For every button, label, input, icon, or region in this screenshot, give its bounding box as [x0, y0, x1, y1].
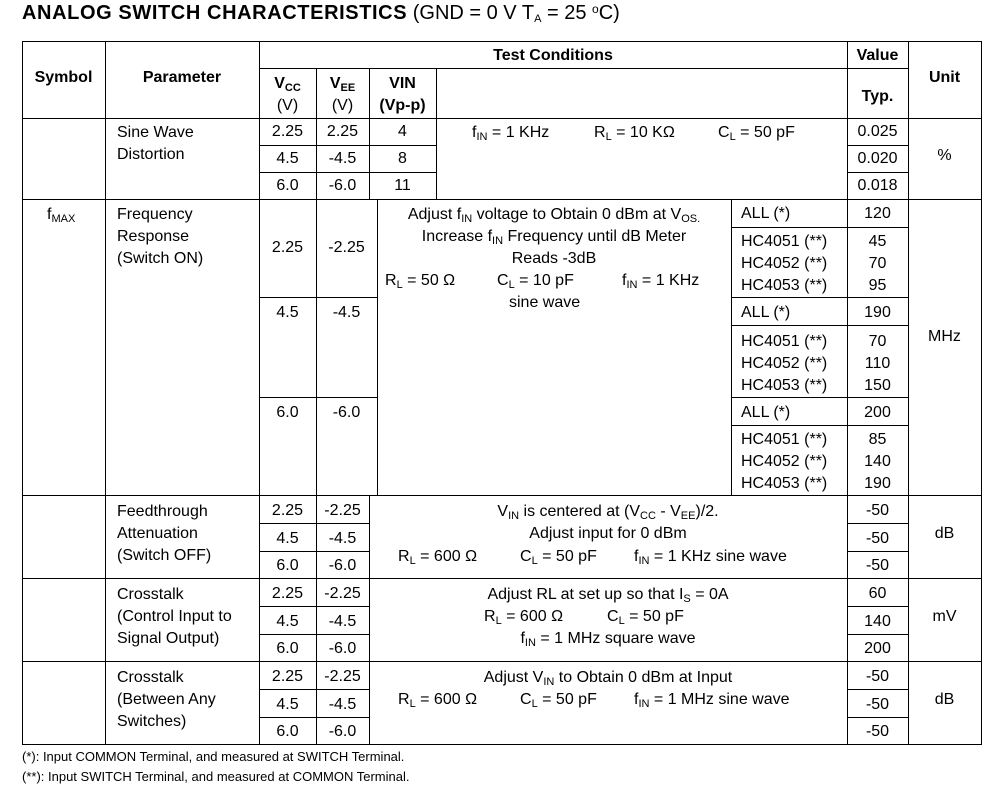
freq-param-line2: Response — [117, 228, 190, 245]
freq-vee: -6.0 — [332, 404, 361, 421]
freq-unit: MHz — [928, 328, 961, 345]
freq-typ: 110 — [864, 355, 891, 372]
cross2-vee: -6.0 — [328, 723, 357, 740]
cross1-condition-line3: $f_{IN} = 1$ MHz square wave — [520, 630, 696, 649]
footnote-single-asterisk: (*): Input COMMON Terminal, and measured at SWITCH Terminal. — [22, 749, 405, 764]
sine-param-line1: Sine Wave — [117, 124, 194, 141]
cross1-param-line2: (Control Input to — [117, 608, 232, 625]
freq-device: HC4052 (**) — [741, 453, 828, 470]
cross1-vee: -6.0 — [328, 640, 357, 657]
freq-condition-line5: sine wave — [509, 294, 581, 311]
freq-condition-line3: Reads -3dB — [511, 250, 597, 267]
cross2-vcc: 4.5 — [276, 696, 299, 713]
freq-param-line1: Frequency — [117, 206, 193, 223]
freq-device: HC4052 (**) — [741, 355, 828, 372]
cross2-vcc: 2.25 — [271, 668, 304, 685]
sine-param-line2: Distortion — [117, 146, 185, 163]
cross1-vee: -4.5 — [328, 613, 357, 630]
freq-param-line3: (Switch ON) — [117, 250, 204, 267]
feed-condition-fin: $f_{IN} = 1$ KHz sine wave — [634, 548, 787, 567]
cross1-vcc: 4.5 — [276, 613, 299, 630]
header-value: Value — [856, 47, 899, 64]
sine-typ: 0.018 — [857, 177, 898, 194]
freq-typ: 85 — [868, 431, 887, 448]
header-symbol: Symbol — [34, 69, 93, 86]
freq-device: HC4051 (**) — [741, 431, 828, 448]
sine-vee: -6.0 — [328, 177, 357, 194]
feed-vee: -4.5 — [328, 530, 357, 547]
freq-typ: 190 — [864, 475, 891, 492]
cross1-typ: 200 — [864, 640, 891, 657]
cross2-condition-cl: $C_L = 50$ pF — [520, 691, 597, 710]
freq-typ: 150 — [864, 377, 891, 394]
cross2-condition-line1: Adjust $V_{IN}$ to Obtain 0 dBm at Input — [483, 669, 733, 688]
freq-typ: 200 — [864, 404, 891, 421]
cross1-vcc: 2.25 — [271, 585, 304, 602]
freq-device: HC4052 (**) — [741, 255, 828, 272]
feed-vcc: 6.0 — [276, 557, 299, 574]
header-test-conditions: Test Conditions — [493, 47, 613, 64]
cross2-param-line1: Crosstalk — [117, 669, 184, 686]
freq-device: HC4053 (**) — [741, 475, 828, 492]
cross2-param-line2: (Between Any — [117, 691, 216, 708]
freq-condition-rl: $R_L = 50$ Ω — [385, 272, 456, 291]
sine-typ: 0.025 — [857, 123, 898, 140]
freq-condition-line1: Adjust $f_{IN}$ voltage to Obtain 0 dBm at $V_{OS.}$ — [407, 206, 701, 225]
cross1-vcc: 6.0 — [276, 640, 299, 657]
sine-condition-fin: $f_{IN} = 1$ KHz — [472, 124, 550, 143]
feed-typ: -50 — [865, 530, 890, 547]
cross1-typ: 140 — [864, 613, 891, 630]
cross1-unit: mV — [932, 608, 957, 625]
header-vin-unit: (Vp-p) — [379, 97, 426, 114]
sine-vee: 2.25 — [326, 123, 359, 140]
feed-vee: -6.0 — [328, 557, 357, 574]
sine-vcc: 2.25 — [271, 123, 304, 140]
header-unit: Unit — [928, 69, 961, 86]
freq-device: HC4051 (**) — [741, 233, 828, 250]
sine-vin: 4 — [398, 123, 407, 140]
freq-vcc: 6.0 — [276, 404, 299, 421]
cross2-unit: dB — [934, 691, 955, 708]
feed-param-line3: (Switch OFF) — [117, 547, 212, 564]
feed-typ: -50 — [865, 557, 890, 574]
feed-condition-line1: $V_{IN}$ is centered at $(V_{CC} - V_{EE})/2$. — [497, 503, 719, 522]
freq-vcc: 2.25 — [271, 239, 304, 256]
sine-typ: 0.020 — [857, 150, 898, 167]
sine-vin: 11 — [394, 177, 411, 194]
freq-condition-fin: $f_{IN} = 1$ KHz — [622, 272, 700, 291]
freq-typ: 120 — [864, 205, 891, 222]
feed-typ: -50 — [865, 502, 890, 519]
freq-device: HC4053 (**) — [741, 277, 828, 294]
freq-device-all: ALL (*) — [741, 404, 791, 421]
feed-condition-line2: Adjust input for 0 dBm — [529, 525, 687, 542]
freq-typ: 140 — [864, 453, 891, 470]
header-vin: VIN — [389, 75, 416, 92]
header-vee-unit: (V) — [331, 97, 354, 114]
cross2-param-line3: Switches) — [117, 713, 187, 730]
cross1-typ: 60 — [868, 585, 887, 602]
cross2-vee: -4.5 — [328, 696, 357, 713]
cross1-param-line3: Signal Output) — [117, 630, 220, 647]
cross1-vee: -2.25 — [324, 585, 361, 602]
freq-symbol: $f_{MAX}$ — [47, 206, 76, 225]
freq-vee: -4.5 — [332, 304, 361, 321]
header-vcc: $V_{CC}$ — [274, 75, 301, 94]
page-title: ANALOG SWITCH CHARACTERISTICS (GND = 0 V $T_A = 25$ $^o$C) — [22, 2, 620, 25]
freq-device: HC4051 (**) — [741, 333, 828, 350]
freq-device-all: ALL (*) — [741, 205, 791, 222]
freq-condition-cl: $C_L = 10$ pF — [497, 272, 574, 291]
header-typ: Typ. — [861, 88, 894, 105]
cross2-typ: -50 — [865, 668, 890, 685]
sine-vee: -4.5 — [328, 150, 357, 167]
freq-condition-line2: Increase $f_{IN}$ Frequency until dB Meter — [421, 228, 687, 247]
freq-typ: 45 — [868, 233, 887, 250]
sine-vcc: 4.5 — [276, 150, 299, 167]
cross1-condition-cl: $C_L = 50$ pF — [607, 608, 684, 627]
cross2-typ: -50 — [865, 696, 890, 713]
freq-typ: 95 — [868, 277, 887, 294]
header-vcc-unit: (V) — [276, 97, 299, 114]
feed-param-line2: Attenuation — [117, 525, 198, 542]
freq-vcc: 4.5 — [276, 304, 299, 321]
footnote-double-asterisk: (**): Input SWITCH Terminal, and measured at COMMON Terminal. — [22, 769, 410, 784]
cross2-condition-fin: $f_{IN} = 1$ MHz sine wave — [634, 691, 790, 710]
feed-vcc: 4.5 — [276, 530, 299, 547]
header-parameter: Parameter — [142, 69, 222, 86]
header-vee: $V_{EE}$ — [329, 75, 356, 94]
cross1-condition-rl: $R_L = 600$ Ω — [484, 608, 564, 627]
freq-device: HC4053 (**) — [741, 377, 828, 394]
sine-unit: % — [937, 147, 952, 164]
freq-typ: 190 — [864, 304, 891, 321]
feed-vcc: 2.25 — [271, 502, 304, 519]
feed-vee: -2.25 — [324, 502, 361, 519]
cross2-condition-rl: $R_L = 600$ Ω — [398, 691, 478, 710]
sine-condition-cl: $C_L = 50$ pF — [718, 124, 795, 143]
sine-vin: 8 — [398, 150, 407, 167]
cross2-vcc: 6.0 — [276, 723, 299, 740]
feed-condition-cl: $C_L = 50$ pF — [520, 548, 597, 567]
feed-param-line1: Feedthrough — [117, 503, 208, 520]
freq-vee: -2.25 — [328, 239, 365, 256]
freq-typ: 70 — [868, 333, 887, 350]
feed-condition-rl: $R_L = 600$ Ω — [398, 548, 478, 567]
freq-typ: 70 — [868, 255, 887, 272]
sine-condition-rl: $R_L = 10$ KΩ — [594, 124, 675, 143]
freq-device-all: ALL (*) — [741, 304, 791, 321]
cross1-param-line1: Crosstalk — [117, 586, 184, 603]
sine-vcc: 6.0 — [276, 177, 299, 194]
cross1-condition-line1: Adjust RL at set up so that $I_S = 0A$ — [487, 586, 729, 605]
cross2-typ: -50 — [865, 723, 890, 740]
cross2-vee: -2.25 — [324, 668, 361, 685]
feed-unit: dB — [934, 525, 955, 542]
